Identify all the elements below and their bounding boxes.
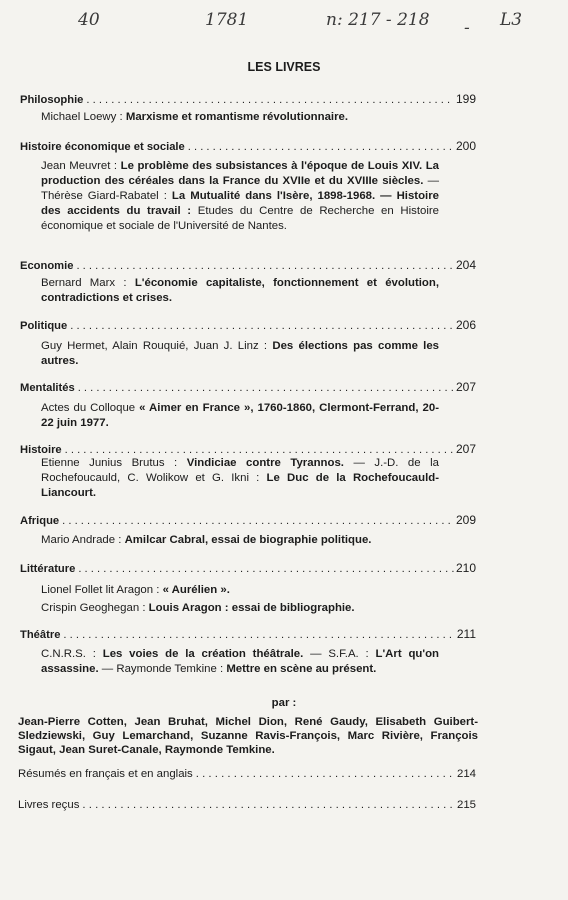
contributors-label: par : — [271, 697, 297, 709]
section-title: Histoire économique et sociale — [20, 141, 185, 153]
book-title: Amilcar Cabral, essai de biographie politique. — [124, 534, 372, 546]
dot-leader — [70, 320, 454, 332]
entry-line — [41, 401, 439, 431]
entry-text: Mario Andrade : — [41, 534, 125, 546]
toc-label: Livres reçus — [18, 799, 80, 811]
toc-entry-resumes — [18, 768, 476, 780]
section-heading — [20, 139, 476, 153]
dot-leader — [76, 260, 454, 272]
handwritten-dash: - — [464, 18, 470, 38]
book-title: « Aimer en France », 1760-1860, Clermont-Ferrand, 20-22 juin 1977. — [41, 402, 439, 429]
page-number: 215 — [456, 799, 476, 811]
section-title: Histoire — [20, 444, 62, 456]
entry-text: Bernard Marx : — [41, 277, 135, 289]
entry-text: C.N.R.S. : — [41, 648, 103, 660]
book-title: Le Duc de la Rochefoucauld-Liancourt. — [41, 472, 440, 499]
entry-text: — J.-D. de la Rochefoucauld, C. Wolikow et G. Ikni : — [41, 457, 439, 484]
section-heading — [20, 513, 476, 527]
section-body — [41, 401, 439, 431]
book-title: Louis Aragon : essai de bibliographie. — [148, 602, 355, 614]
section-heading — [20, 442, 476, 456]
entry-text: — Raymonde Temkine : — [98, 663, 227, 675]
page-number: 210 — [455, 561, 476, 575]
page-number: 207 — [455, 380, 476, 394]
book-title: Vindiciae contre Tyrannos. — [186, 457, 344, 469]
section-title: Mentalités — [20, 382, 75, 394]
page-number: 211 — [456, 627, 476, 641]
section-heading — [20, 318, 476, 332]
page-number: 207 — [455, 442, 476, 456]
handwritten-issue-numbers: n: 217 - 218 — [326, 10, 430, 30]
section-title: Théâtre — [20, 629, 61, 641]
book-title: Mettre en scène au présent. — [226, 663, 377, 675]
book-title: Des élections pas comme les autres. — [41, 340, 439, 367]
entry-text: Etudes du Centre de Recherche en Histoire économique et sociale de l'Université de Nantes. — [41, 205, 439, 232]
section-body — [41, 110, 439, 125]
book-title: Le problème des subsistances à l'époque de Louis XIV. La production des céréales dans la France du XVIIe et du XVIIIe siècles. — [41, 160, 439, 187]
section-title: Philosophie — [20, 94, 84, 106]
page-number: 206 — [455, 318, 476, 332]
handwritten-number-center: 1781 — [205, 10, 249, 30]
section-heading — [20, 561, 476, 575]
section-heading — [20, 92, 476, 106]
entry-text: — Thérèse Giard-Rabatel : — [41, 175, 439, 202]
book-title: Marxisme et romantisme révolutionnaire. — [125, 111, 349, 123]
section-body — [41, 339, 439, 369]
entry-line — [41, 581, 439, 599]
page-number: 209 — [455, 513, 476, 527]
section-body — [41, 533, 439, 548]
section-title: Politique — [20, 320, 68, 332]
entry-line — [41, 456, 439, 501]
section-title: Afrique — [20, 515, 60, 527]
dot-leader — [86, 94, 454, 106]
dot-leader — [82, 799, 454, 811]
page-number: 200 — [455, 139, 476, 153]
entry-line — [41, 276, 439, 306]
entry-text: Crispin Geoghegan : — [41, 602, 149, 614]
entry-text: Michael Loewy : — [41, 111, 126, 123]
dot-leader — [196, 768, 454, 780]
book-title: L'Art qu'on assassine. — [41, 648, 439, 675]
handwritten-corner-mark: L3 — [500, 10, 523, 30]
entry-text: — S.F.A. : — [303, 648, 376, 660]
handwritten-number-left: 40 — [78, 10, 100, 30]
page-title: LES LIVRES — [247, 60, 321, 74]
dot-leader — [62, 515, 454, 527]
entry-text: Lionel Follet lit Aragon : — [41, 584, 163, 596]
entry-text: Etienne Junius Brutus : — [41, 457, 187, 469]
entry-text: Guy Hermet, Alain Rouquié, Juan J. Linz : — [41, 340, 273, 352]
entry-line — [41, 110, 439, 125]
entry-text: Jean Meuvret : — [41, 160, 121, 172]
section-title: Littérature — [20, 563, 76, 575]
section-body — [41, 159, 439, 234]
page-number: 204 — [455, 258, 476, 272]
dot-leader — [63, 629, 454, 641]
dot-leader — [65, 444, 454, 456]
page-number: 199 — [455, 92, 476, 106]
entry-line — [41, 647, 439, 677]
entry-line — [41, 533, 439, 548]
dot-leader — [78, 563, 454, 575]
book-title: L'économie capitaliste, fonctionnement et évolution, contradictions et crises. — [41, 277, 440, 304]
toc-label: Résumés en français et en anglais — [18, 768, 193, 780]
page-number: 214 — [456, 768, 476, 780]
section-body — [41, 276, 439, 306]
book-title: Les voies de la création théâtrale. — [102, 648, 304, 660]
section-body — [41, 456, 439, 501]
entry-text: Actes du Colloque — [41, 402, 140, 414]
section-body — [41, 581, 439, 617]
book-title: « Aurélien ». — [162, 584, 230, 596]
toc-entry-livres-recus — [18, 799, 476, 811]
contributors-list: Jean-Pierre Cotten, Jean Bruhat, Michel Dion, René Gaudy, Elisabeth Guibert-Sledziewski, Guy Lemarchand, Suzanne Ravis-François, Marc Rivière, François Sigaut, Jean Suret-Canale, Raymonde Temkine. — [18, 716, 478, 756]
entry-line — [41, 339, 439, 369]
section-heading — [20, 380, 476, 394]
book-title: La Mutualité dans l'Isère, 1898-1968. — Histoire des accidents du travail : — [41, 190, 439, 217]
entry-line — [41, 599, 439, 617]
section-title: Economie — [20, 260, 74, 272]
section-heading — [20, 258, 476, 272]
entry-line — [41, 159, 439, 234]
dot-leader — [188, 141, 454, 153]
dot-leader — [78, 382, 454, 394]
section-heading — [20, 627, 476, 641]
section-body — [41, 647, 439, 677]
